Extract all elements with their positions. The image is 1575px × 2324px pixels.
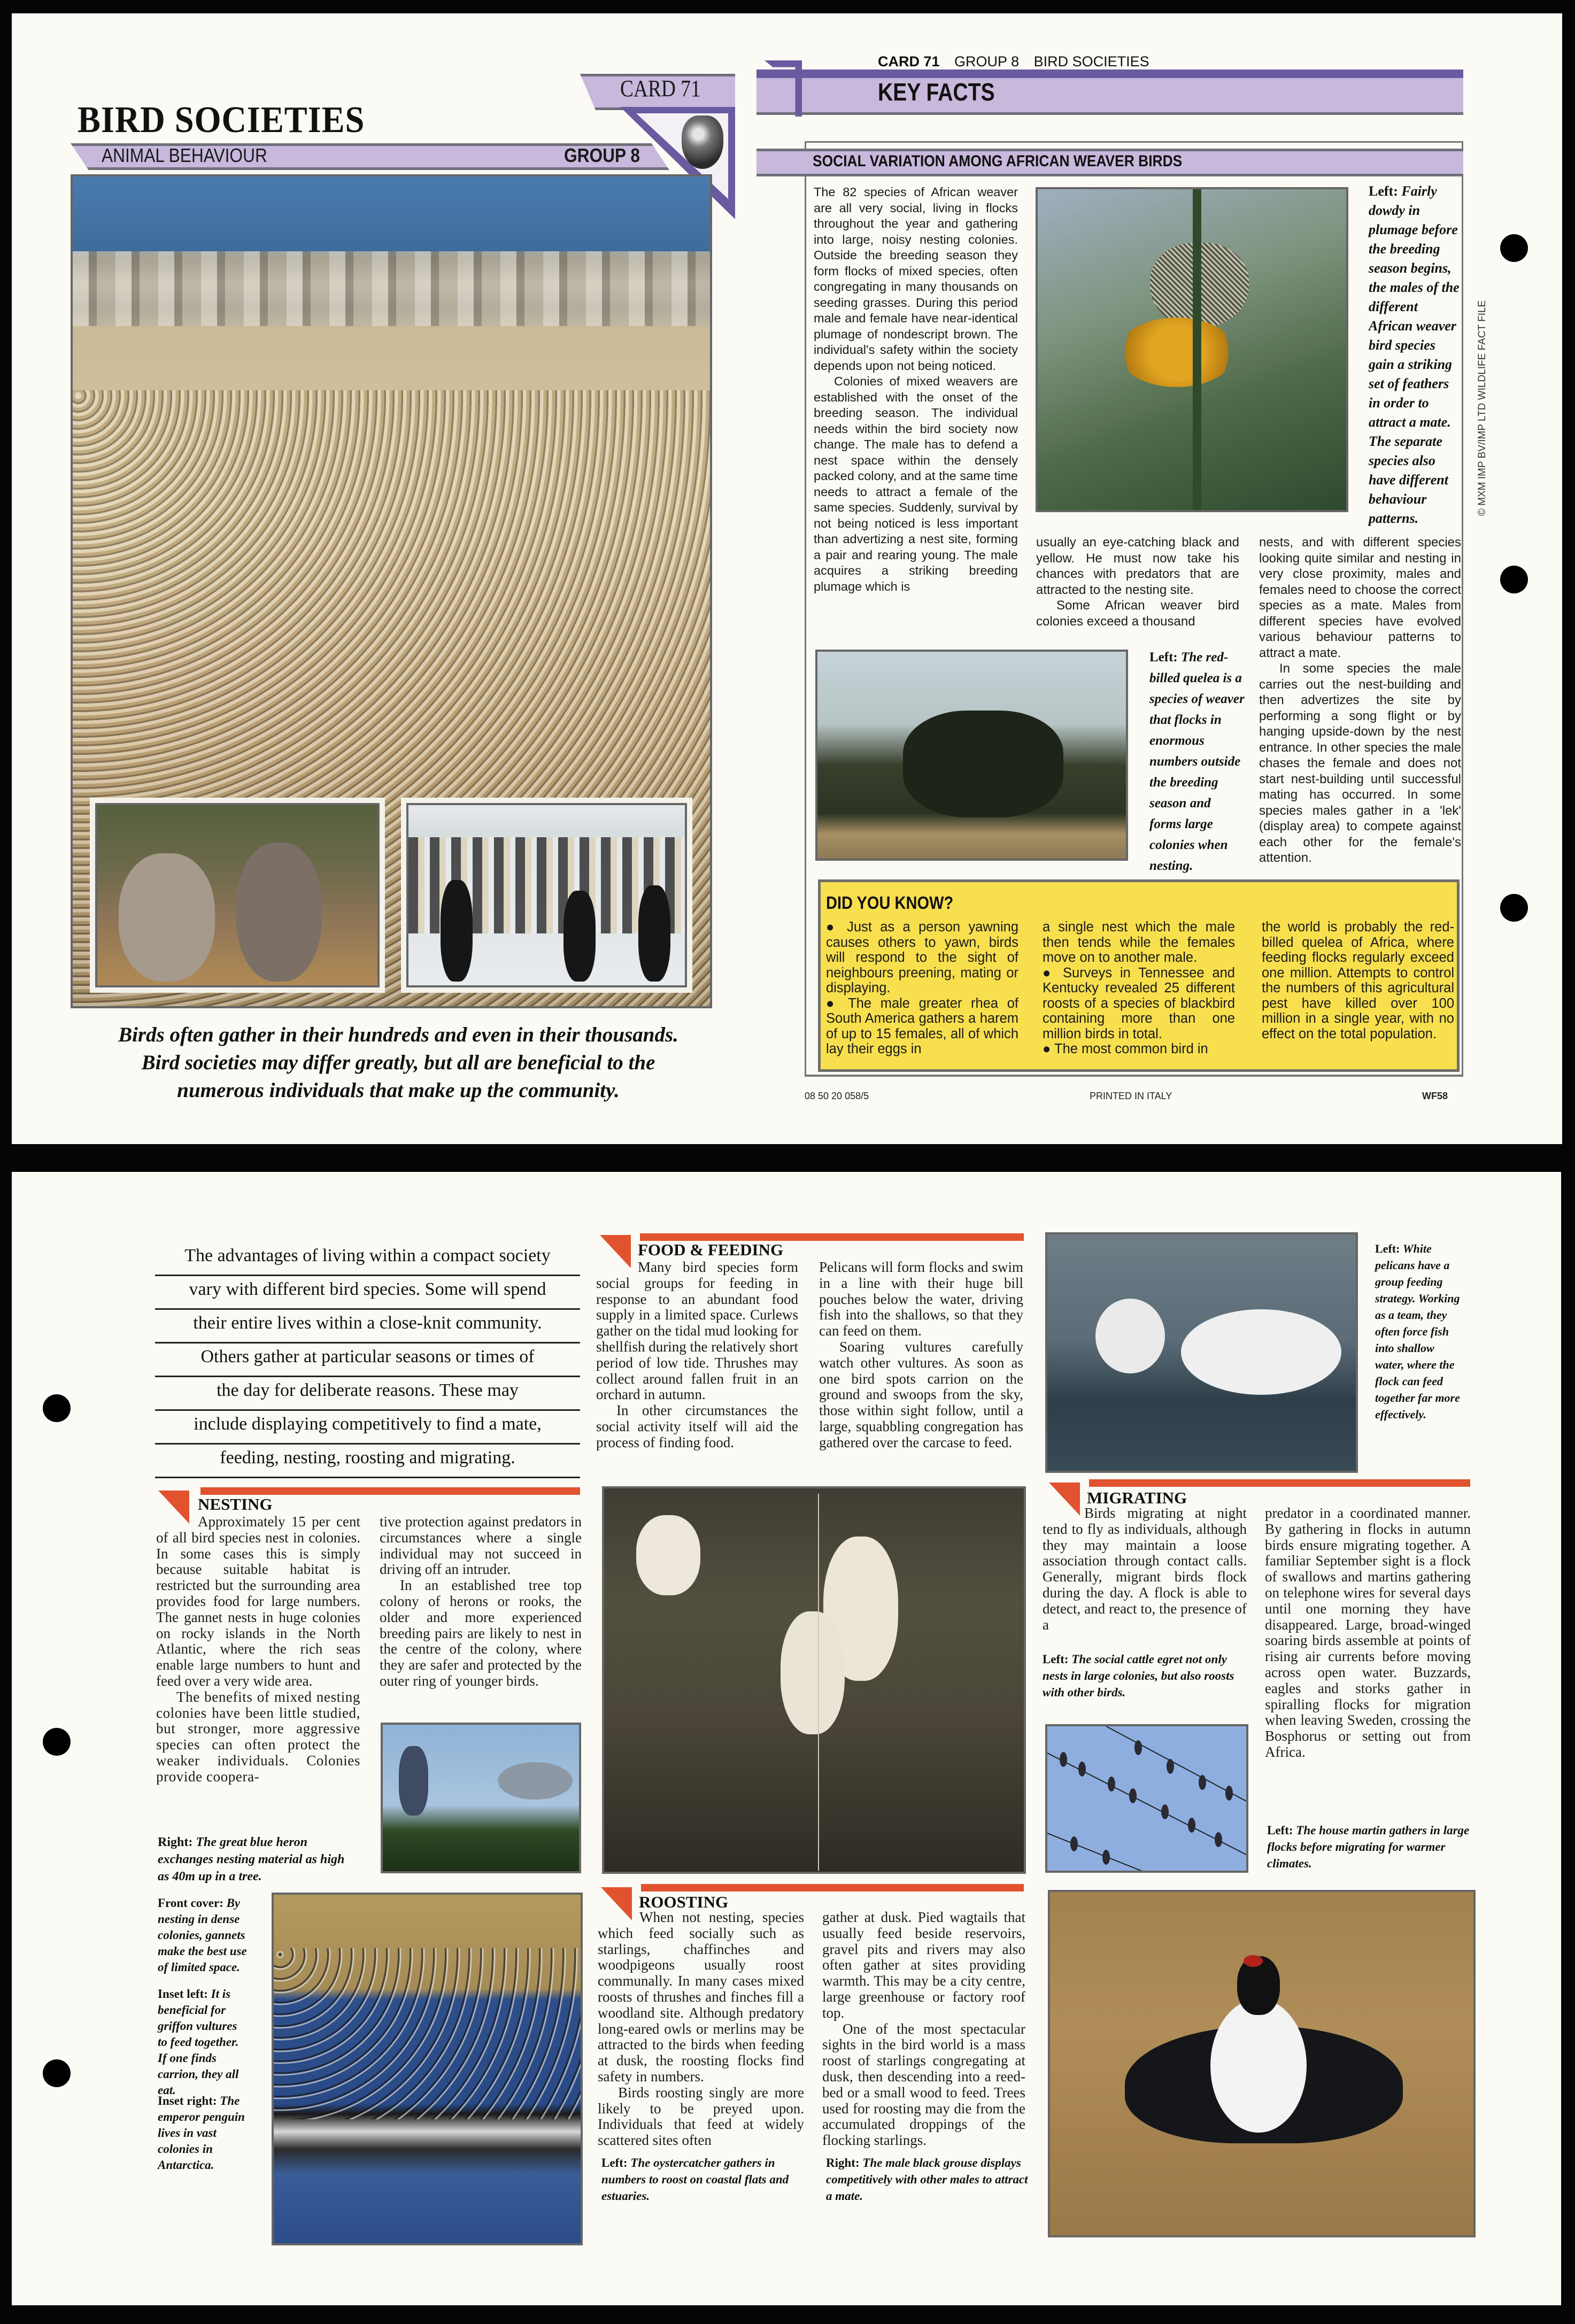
telephone-wires-icon	[1047, 1726, 1246, 1871]
weaver-col3-p2: In some species the male carries out the nest-building and then advertizes the site by performing a song flight or by hanging upside-down by the nest entrance. In other species the male chases the female and does not start nest-building until successful mating has occurred. In some species males gather in a 'lek' (display area) to compete against each other for the female's attention.	[1259, 661, 1461, 865]
quelea-caption-label: Left:	[1149, 650, 1178, 665]
roosting-heading: ROOSTING	[639, 1893, 729, 1911]
footer-code: 08 50 20 058/5	[805, 1091, 869, 1101]
inset-right-label: Inset right:	[158, 2094, 217, 2107]
category-label: ANIMAL BEHAVIOUR	[102, 144, 267, 166]
nesting-col2-p2: In an established tree top colony of herons or rooks, the older and more experienced breeding pairs are likely to nest in the centre of the colony, where they are safer and protected by the outer ring of younger birds.	[380, 1577, 582, 1689]
feeding-col1-p1: Many bird species form social groups for feeding in response to an abundant food supply in a limited space. Curlews gather on the tidal mud looking for shellfish during the relatively short period of low tide. Thrushes may collect around fallen fruit in an orchard in autumn.	[596, 1259, 798, 1403]
weaver-col3-p1: nests, and with different species looking quite similar and nesting in very close proximity, males and females need to choose the correct species as a mate. Males from different species have evolved various behaviour patterns to attract a mate.	[1259, 535, 1461, 660]
lede-rule	[155, 1376, 580, 1377]
lede-rule	[155, 1409, 580, 1411]
lede-rule	[155, 1443, 580, 1445]
weaver-col1-p1: The 82 species of African weaver are all very social, living in flocks throughout the year and gathering into large, noisy nesting colonies. Outside the breeding season they form flocks of mixed species, often congregating in many thousands on seeding grasses. During this period male and female have near-identical plumage of nondescript brown. The individual's safety within the society depends upon not being noticed.	[814, 185, 1018, 373]
nesting-col1-p2: The benefits of mixed nesting colonies have been little studied, but stronger, more aggressive species can often protect the weaker individuals. Colonies provide coopera-	[156, 1688, 360, 1785]
binder-hole	[1500, 234, 1528, 262]
section-title: SOCIAL VARIATION AMONG AFRICAN WEAVER BIRDS	[813, 152, 1183, 170]
did-you-know-col3: the world is probably the red-billed quelea of Africa, where feeding flocks regularly exceed one million. Attempts to control the numbers of this agricultural pest have killed over 100 million in a single year, with no effect on the total population.	[1262, 920, 1454, 1041]
front-caption-line: Bird societies may differ greatly, but all are beneficial to the	[141, 1051, 655, 1074]
weaver-caption-text: Fairly dowdy in plumage before the breeding season begins, the males of the different African weaver bird species gain a striking set of feathers in order to attract a mate. The separate species also have different behaviour patterns.	[1369, 183, 1460, 526]
pelican-caption-label: Left:	[1375, 1242, 1400, 1255]
weaver-col2-p2: Some African weaver bird colonies exceed a thousand	[1036, 598, 1239, 629]
lede-line: The advantages of living within a compact society	[184, 1246, 551, 1265]
lede-rule	[155, 1342, 580, 1344]
weaver-col1-p2: Colonies of mixed weavers are established with the onset of the breeding season. The individual needs within the bird society now change. The male has to defend a nest space within the densely packed colony, and at the same time needs to attract a female of the same species. Suddenly, survival by not being noticed is less important than advertizing a nest site, forming a pair and rearing young. The male acquires a striking breeding plumage which is	[814, 374, 1018, 593]
nesting-heading: NESTING	[198, 1495, 273, 1514]
breadcrumb-card: CARD 71	[878, 53, 940, 70]
quelea-photo	[815, 650, 1128, 861]
inset-left-text: It is beneficial for griffon vultures to feed together. If one finds carrion, they all eat.	[158, 1987, 239, 2097]
martin-caption	[1267, 1822, 1470, 1872]
migrating-rule	[1089, 1479, 1470, 1487]
migrating-heading: MIGRATING	[1087, 1488, 1187, 1507]
nesting-rule	[200, 1487, 580, 1495]
breadcrumb-topic: BIRD SOCIETIES	[1033, 53, 1149, 70]
weaver-col2-p1: usually an eye-catching black and yellow. He must now take his chances with predators that are attracted to the nesting site.	[1036, 535, 1239, 597]
did-you-know-box	[818, 879, 1460, 1072]
heron-caption	[158, 1834, 350, 1885]
binder-hole	[1500, 566, 1528, 593]
lede-line: vary with different bird species. Some will spend	[189, 1279, 546, 1299]
binder-hole	[43, 1728, 71, 1756]
monkey-emblem-icon	[682, 115, 723, 169]
quelea-caption-text: The red-billed quelea is a species of weaver that flocks in enormous numbers outside the breeding season and forms large colonies when nesting.	[1149, 650, 1245, 873]
egret-caption-label: Left:	[1043, 1653, 1069, 1666]
front-cover-text: By nesting in dense colonies, gannets make the best use of limited space.	[158, 1896, 247, 1974]
egret-caption	[1043, 1651, 1246, 1701]
nesting-col1	[156, 1514, 360, 1785]
lede-rule	[155, 1308, 580, 1310]
breadcrumb-group: GROUP 8	[954, 53, 1020, 70]
vultures-photo	[95, 803, 380, 987]
front-cover-caption	[158, 1895, 249, 1975]
quelea-caption	[1149, 647, 1246, 876]
feeding-col1-p2: In other circumstances the social activity itself will aid the process of finding food.	[596, 1402, 798, 1450]
copyright-notice: © MXM IMP BV/IMP LTD WILDLIFE FACT FILE	[1477, 300, 1488, 516]
oystercatcher-caption-label: Left:	[601, 2156, 628, 2169]
penguins-photo	[406, 803, 687, 987]
front-caption-line: Birds often gather in their hundreds and even in their thousands.	[118, 1023, 678, 1046]
roosting-col2-p1: gather at dusk. Pied wagtails that usually feed beside reservoirs, gravel pits and rivers may also often gather at sites providing warmth. This may be a city centre, large greenhouse or factory roof top.	[822, 1909, 1025, 2021]
inset-left-caption	[158, 1986, 249, 2098]
weaver-col1	[814, 184, 1018, 594]
roosting-rule	[641, 1884, 1024, 1891]
roosting-col1-p1: When not nesting, species which feed socially such as starlings, chaffinches and woodpigeons usually roost communally. In many cases mixed roosts of thrushes and finches fill a woodland site. Although predatory long-eared owls or merlins may be attracted to the birds when feeding at dusk, the roosting flocks find safety in numbers.	[598, 1909, 804, 2084]
card-title: BIRD SOCIETIES	[78, 99, 365, 141]
house-martin-photo	[1045, 1724, 1248, 1873]
roosting-col2-p2: One of the most spectacular sights in the bird world is a mass roost of starlings congregating at dusk, then descending into a reed-bed or a small wood to feed. Trees used for roosting may die from the accumulated droppings of the flocking starlings.	[822, 2020, 1025, 2149]
weaver-caption	[1369, 182, 1460, 528]
roosting-col1-p2: Birds roosting singly are more likely to be preyed upon. Individuals that feed at widely scattered sites often	[598, 2084, 804, 2149]
footer-ref: WF58	[1422, 1091, 1448, 1101]
lede-rule	[155, 1275, 580, 1276]
nesting-col2-p1: tive protection against predators in circumstances where a single individual may not succeed in driving off an intruder.	[380, 1514, 582, 1578]
inset-right-caption	[158, 2093, 249, 2173]
keyfacts-breadcrumb	[878, 53, 1149, 70]
grouse-caption-text: The male black grouse displays competitively with other males to attract a mate.	[826, 2156, 1028, 2203]
grouse-caption	[826, 2155, 1029, 2204]
roosting-col2	[822, 1910, 1025, 2149]
nesting-col2	[380, 1514, 582, 1689]
binder-hole	[43, 1394, 71, 1422]
grouse-caption-label: Right:	[826, 2156, 860, 2169]
pelican-caption-text: White pelicans have a group feeding strategy. Working as a team, they often force fish into shallow water, where the flock can feed together far more effectively.	[1375, 1242, 1460, 1421]
front-caption-line: numerous individuals that make up the community.	[177, 1079, 620, 1102]
feeding-col2-p1: Pelicans will form flocks and swim in a line with their huge bill pouches below the water, driving fish into the shallows, so that they can feed on them.	[819, 1259, 1023, 1339]
lede-rule	[155, 1477, 580, 1478]
footer-printed: PRINTED IN ITALY	[1090, 1091, 1172, 1101]
oystercatcher-photo	[272, 1893, 583, 2245]
front-caption	[70, 1021, 727, 1105]
migrating-col1: Birds migrating at night tend to fly as individuals, although they may maintain a loose association through contact calls. Generally, migrant birds flock during the day. A flock is able to detect, and react to, the presence of a	[1043, 1505, 1247, 1633]
oystercatcher-caption-text: The oystercatcher gathers in numbers to roost on coastal flats and estuaries.	[601, 2156, 789, 2203]
lede-line: include displaying competitively to find a mate,	[194, 1414, 542, 1434]
did-you-know-col2: a single nest which the male then tends while the females move on to another male. ● Surveys in Tennessee and Kentucky revealed 25 different roosts of a species of blackbird containing more than one million birds in total. ● The most common bird in	[1043, 920, 1235, 1056]
inset-left-label: Inset left:	[158, 1987, 208, 2001]
pelican-photo	[1045, 1232, 1358, 1473]
weaver-nest-photo	[1036, 187, 1348, 512]
weaver-caption-label: Left:	[1369, 183, 1398, 199]
egret-caption-text: The social cattle egret not only nests in large colonies, but also roosts with other birds.	[1043, 1653, 1234, 1699]
binder-hole	[43, 2059, 71, 2087]
oystercatcher-caption	[601, 2155, 805, 2204]
black-grouse-photo	[1048, 1890, 1476, 2237]
pelican-caption	[1375, 1240, 1466, 1423]
lede-line: their entire lives within a close-knit community.	[193, 1313, 542, 1333]
cattle-egret-photo	[602, 1486, 1026, 1874]
heron-caption-text: The great blue heron exchanges nesting material as high as 40m up in a tree.	[158, 1835, 345, 1883]
did-you-know-col1: ● Just as a person yawning causes others to yawn, birds will respond to the sight of neighbours preening, mating or displaying. ● The male greater rhea of South America gathers a harem of up to 15 females, all of which lay their eggs in	[826, 920, 1018, 1056]
lede-line: Others gather at particular seasons or times of	[200, 1347, 535, 1366]
feeding-rule	[640, 1233, 1024, 1241]
martin-caption-label: Left:	[1267, 1824, 1293, 1837]
lede-line: the day for deliberate reasons. These may	[217, 1380, 519, 1400]
heron-caption-label: Right:	[158, 1835, 193, 1849]
migrating-col2: predator in a coordinated manner. By gathering in flocks in autumn birds ensure migrating together. A familiar September sight is a flock of swallows and martins gathering on telephone wires for several days until one morning they have disappeared. Large, broad-winged soaring birds assemble at points of rising air currents before moving across open water. Buzzards, eagles and storks gather in spiralling flocks for migration when leaving Sweden, crossing the Bosphorus or setting out from Africa.	[1265, 1505, 1471, 1760]
feeding-col1	[596, 1260, 798, 1451]
binder-hole	[1500, 894, 1528, 922]
group-label: GROUP 8	[564, 144, 640, 166]
nesting-col1-p1: Approximately 15 per cent of all bird species nest in colonies. In some cases this is simply because suitable habitat is restricted but the surrounding area provides food for large numbers. The gannet nests in huge colonies on rocky islands in the North Atlantic, where the rich seas enable large numbers to hunt and feed over a very wide area.	[156, 1514, 360, 1689]
keyfacts-band	[756, 70, 1463, 115]
keyfacts-title: KEY FACTS	[878, 78, 995, 106]
inset-right-text: The emperor penguin lives in vast colonies in Antarctica.	[158, 2094, 245, 2172]
feeding-col2-p2: Soaring vultures carefully watch other vultures. As soon as one bird spots carrion on the ground and swoops from the sky, those within sight follow, until a large, squabbling congregation has gathered over the carcase to feed.	[819, 1338, 1023, 1450]
front-cover-label: Front cover:	[158, 1896, 223, 1910]
weaver-col3	[1259, 535, 1461, 866]
feeding-heading: FOOD & FEEDING	[638, 1240, 784, 1259]
heron-photo	[381, 1723, 581, 1873]
weaver-col2	[1036, 535, 1239, 629]
lede-line: feeding, nesting, roosting and migrating.	[220, 1448, 515, 1468]
roosting-col1	[598, 1910, 804, 2149]
did-you-know-title: DID YOU KNOW?	[826, 893, 954, 913]
card-number: CARD 71	[620, 75, 701, 102]
feeding-col2	[819, 1260, 1023, 1451]
martin-caption-text: The house martin gathers in large flocks before migrating for warmer climates.	[1267, 1824, 1470, 1870]
